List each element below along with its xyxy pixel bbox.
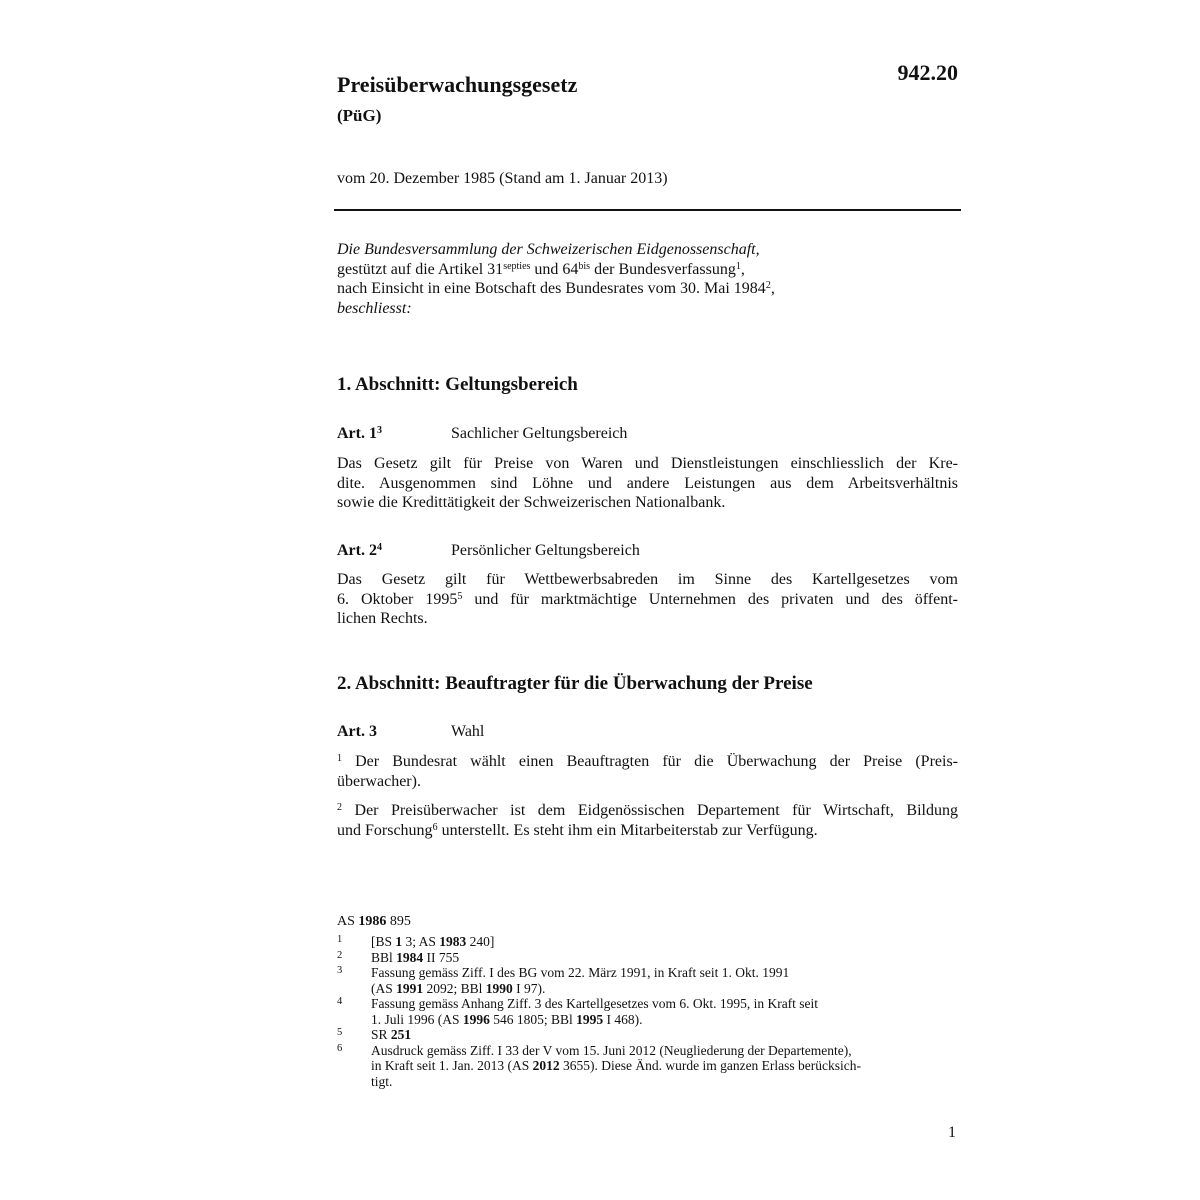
footnote-number: 3 (337, 965, 343, 976)
preamble-basis (337, 260, 958, 280)
law-title: Preisüberwachungsgesetz (337, 72, 578, 97)
paragraph-text: Der Preisüberwacher ist dem Eidgenössischen Departement für Wirtschaft, Bildung (342, 802, 958, 819)
article-title: Persönlicher Geltungsbereich (451, 542, 640, 559)
footnote-line (371, 1027, 958, 1043)
footnote-text: (AS (371, 980, 397, 996)
paragraph-line (337, 821, 958, 841)
article-number: Art. 3 (337, 723, 377, 740)
paragraph-text: 6. Oktober 1995 (337, 590, 458, 608)
footnote-line (371, 1058, 958, 1074)
source-year: 1986 (358, 914, 387, 929)
footnote-bold: 2012 (532, 1058, 560, 1073)
footnotes (337, 934, 958, 1089)
paragraph-text: unterstellt. Es steht ihm ein Mitarbeiterstab zur Verfügung. (437, 821, 818, 839)
preamble-insight-text: nach Einsicht in eine Botschaft des Bundesrates vom 30. Mai 1984 (337, 280, 766, 297)
preamble-resolves: beschliesst: (337, 299, 412, 317)
paragraph-line: dite. Ausgenommen sind Löhne und andere Leistungen aus dem Arbeitsverhältnis (337, 474, 958, 492)
preamble-basis-text: der Bundesverfassung (590, 260, 736, 278)
footnote-text: I 468). (603, 1011, 643, 1027)
footnote-line: Fassung gemäss Anhang Ziff. 3 des Kartellgesetzes vom 6. Okt. 1995, in Kraft seit (371, 996, 819, 1011)
article-paragraph (337, 454, 958, 513)
footnote-item (337, 934, 958, 950)
footnote-line: tigt. (371, 1073, 393, 1089)
source-text: AS (337, 914, 359, 929)
article-heading (337, 723, 958, 741)
superscript: bis (578, 260, 591, 272)
paragraph-line: Das Gesetz gilt für Preise von Waren und Dienstleistungen einschliesslich der Kre- (337, 455, 958, 472)
article-title: Wahl (451, 723, 485, 740)
footnote-item (337, 996, 958, 1027)
footnote-text: II 755 (423, 949, 460, 965)
paragraph-line (337, 801, 958, 821)
paragraph-line: lichen Rechts. (337, 610, 428, 627)
footnote-ref[interactable]: 3 (376, 425, 382, 436)
paragraph-line: Das Gesetz gilt für Wettbewerbsabreden im Sinne des Kartellgesetzes vom (337, 571, 958, 588)
footnote-line: Fassung gemäss Ziff. I des BG vom 22. März 1991, in Kraft seit 1. Okt. 1991 (371, 965, 790, 980)
footnote-item (337, 1043, 958, 1090)
paragraph-number: 1 (337, 753, 342, 764)
paragraph-text: und für marktmächtige Unternehmen des privaten und des öffent- (462, 590, 959, 608)
footnote-item (337, 1027, 958, 1043)
footnote-line: Ausdruck gemäss Ziff. I 33 der V vom 15. Juni 2012 (Neugliederung der Departemente), (371, 1042, 852, 1058)
date-line: vom 20. Dezember 1985 (Stand am 1. Januar 2013) (337, 170, 668, 187)
paragraph-number: 2 (337, 802, 342, 813)
footnote-number: 6 (337, 1042, 343, 1054)
article-number-text: Art. 1 (337, 425, 377, 442)
footnote-text: 546 1805; BBl (489, 1011, 577, 1027)
footnote-ref[interactable]: 1 (735, 260, 741, 272)
paragraph-text: und Forschung (337, 821, 433, 839)
footnote-bold: 1991 (396, 980, 424, 996)
superscript: septies (503, 260, 531, 272)
preamble-basis-text: gestützt auf die Artikel 31 (337, 260, 504, 278)
footnote-number: 1 (337, 934, 343, 945)
section-heading: 2. Abschnitt: Beauftragter für die Überwachung der Preise (337, 673, 813, 694)
section-heading: 1. Abschnitt: Geltungsbereich (337, 374, 578, 395)
footnote-ref[interactable]: 4 (376, 542, 382, 553)
footnote-bold: 251 (390, 1027, 412, 1042)
article-number (337, 542, 451, 560)
footnote-item (337, 950, 958, 966)
footnote-bold: 1990 (485, 980, 513, 996)
article-paragraph (337, 752, 958, 791)
footnote-ref[interactable]: 5 (457, 590, 463, 602)
preamble-assembly: Die Bundesversammlung der Schweizerischen Eidgenossenschaft, (337, 241, 760, 258)
paragraph-line (337, 752, 958, 772)
article-number-text: Art. 2 (337, 542, 377, 559)
footnote-text: 3655). Diese Änd. wurde im ganzen Erlass berücksich- (559, 1058, 862, 1073)
footnote-bold: 1984 (396, 949, 424, 965)
footnote-bold: 1995 (576, 1011, 604, 1027)
preamble-basis-text: und 64 (530, 260, 579, 278)
footnote-item (337, 965, 958, 996)
preamble-insight (337, 279, 958, 299)
footnote-line (371, 981, 958, 997)
footnote-text: I 97). (512, 980, 546, 996)
document-page (337, 0, 958, 1200)
footnote-text: 1. Juli 1996 (AS (371, 1011, 463, 1027)
footnote-text: 3; AS (402, 934, 440, 949)
footnote-bold: 1983 (439, 934, 467, 949)
footnote-text: 240] (466, 934, 495, 949)
page-number: 1 (948, 1124, 956, 1141)
footnote-bold: 1 (395, 934, 403, 949)
paragraph-text: Der Bundesrat wählt einen Beauftragten für die Überwachung der Preise (Preis- (342, 753, 958, 770)
source-reference (337, 914, 411, 930)
footnote-text: BBl (371, 949, 397, 965)
article-heading (337, 542, 958, 560)
article-number (337, 425, 451, 443)
paragraph-line (337, 590, 958, 610)
paragraph-line: überwacher). (337, 772, 421, 790)
sr-number: 942.20 (897, 60, 958, 85)
footnote-ref[interactable]: 6 (432, 821, 438, 833)
footnote-text: [BS (371, 934, 396, 949)
footnote-ref[interactable]: 2 (765, 280, 771, 291)
footnote-number: 5 (337, 1027, 343, 1038)
preamble-basis-text: , (740, 260, 745, 278)
law-abbreviation: (PüG) (337, 106, 382, 125)
article-title: Sachlicher Geltungsbereich (451, 425, 628, 442)
paragraph-line: sowie die Kredittätigkeit der Schweizerischen Nationalbank. (337, 494, 726, 511)
footnote-text: SR (371, 1027, 391, 1042)
footnote-number: 2 (337, 949, 343, 961)
footnote-number: 4 (337, 996, 343, 1007)
footnote-text: in Kraft seit 1. Jan. 2013 (AS (371, 1058, 533, 1073)
footnote-bold: 1996 (462, 1011, 490, 1027)
preamble-insight-text: , (770, 280, 775, 297)
preamble (337, 240, 958, 318)
header-divider (334, 209, 961, 211)
article-heading (337, 425, 958, 443)
article-paragraph (337, 801, 958, 840)
footnote-line (371, 1012, 958, 1028)
footnote-line (371, 934, 958, 950)
footnote-text: 2092; BBl (423, 980, 486, 996)
article-paragraph (337, 570, 958, 629)
footnote-line (371, 950, 958, 966)
source-text: 895 (386, 914, 411, 929)
